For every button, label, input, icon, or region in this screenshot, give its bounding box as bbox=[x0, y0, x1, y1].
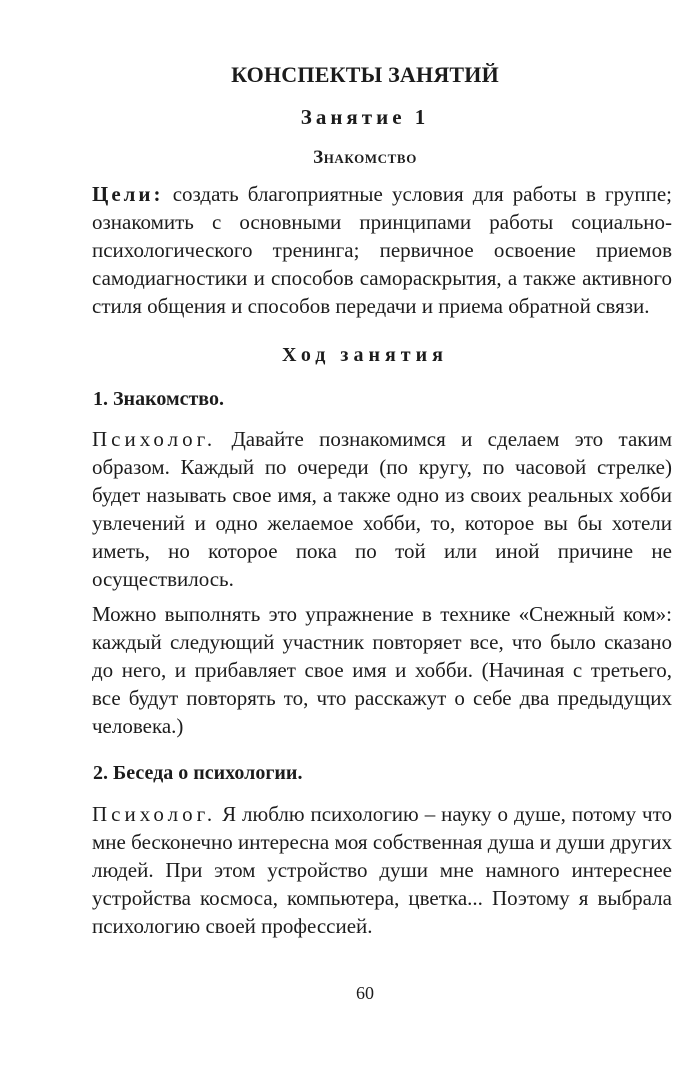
section-heading: КОНСПЕКТЫ ЗАНЯТИЙ bbox=[231, 62, 499, 87]
item-paragraph-1 bbox=[92, 425, 672, 593]
page-number: 60 bbox=[356, 983, 374, 1003]
speaker-label-1: Психолог. bbox=[92, 427, 217, 451]
goals-label: Цели: bbox=[92, 182, 164, 206]
item-extra-paragraph-1: Можно выполнять это упражнение в технике «Снежный ком»: каждый следующий участник повторяет все, что было сказано до него, и прибавляет свое имя и хобби. (Начиная с третьего, все будут повторять то, что расскажут о себе два предыдущих человека.) bbox=[92, 602, 672, 738]
speaker-label-2: Психолог. bbox=[92, 802, 217, 826]
item-title-2: 2. Беседа о психологии. bbox=[93, 762, 303, 784]
item-title-1: 1. Знакомство. bbox=[93, 388, 224, 410]
goals-text: создать благоприятные условия для работы в группе; ознакомить с основными принципами работы социально-психологического тренинга; первичное освоение приемов самодиагностики и способов самораскрытия, а также активного стиля общения и способов передачи и приема обратной связи. bbox=[92, 182, 672, 318]
goals-paragraph bbox=[92, 180, 672, 320]
item-paragraph-2 bbox=[92, 800, 672, 940]
item-text-1: Давайте познакомимся и сделаем это таким образом. Каждый по очереди (по кругу, по часовой стрелке) будет называть свое имя, а также одно из своих реальных хобби увлечений и одно желаемое хобби, то, которое вы бы хотели иметь, но которое пока по той или иной причине не осуществилось. bbox=[92, 427, 672, 591]
lesson-topic-heading: Знакомство bbox=[313, 147, 417, 168]
lesson-heading: Занятие 1 bbox=[300, 105, 430, 129]
course-heading: Ход занятия bbox=[282, 344, 448, 366]
item-text-2: Я люблю психологию – науку о душе, потому что мне бесконечно интересна моя собственная душа и души других людей. При этом устройство души мне намного интереснее устройства космоса, компьютера, цветка... Поэтому я выбрала психологию своей профессией. bbox=[92, 802, 672, 938]
